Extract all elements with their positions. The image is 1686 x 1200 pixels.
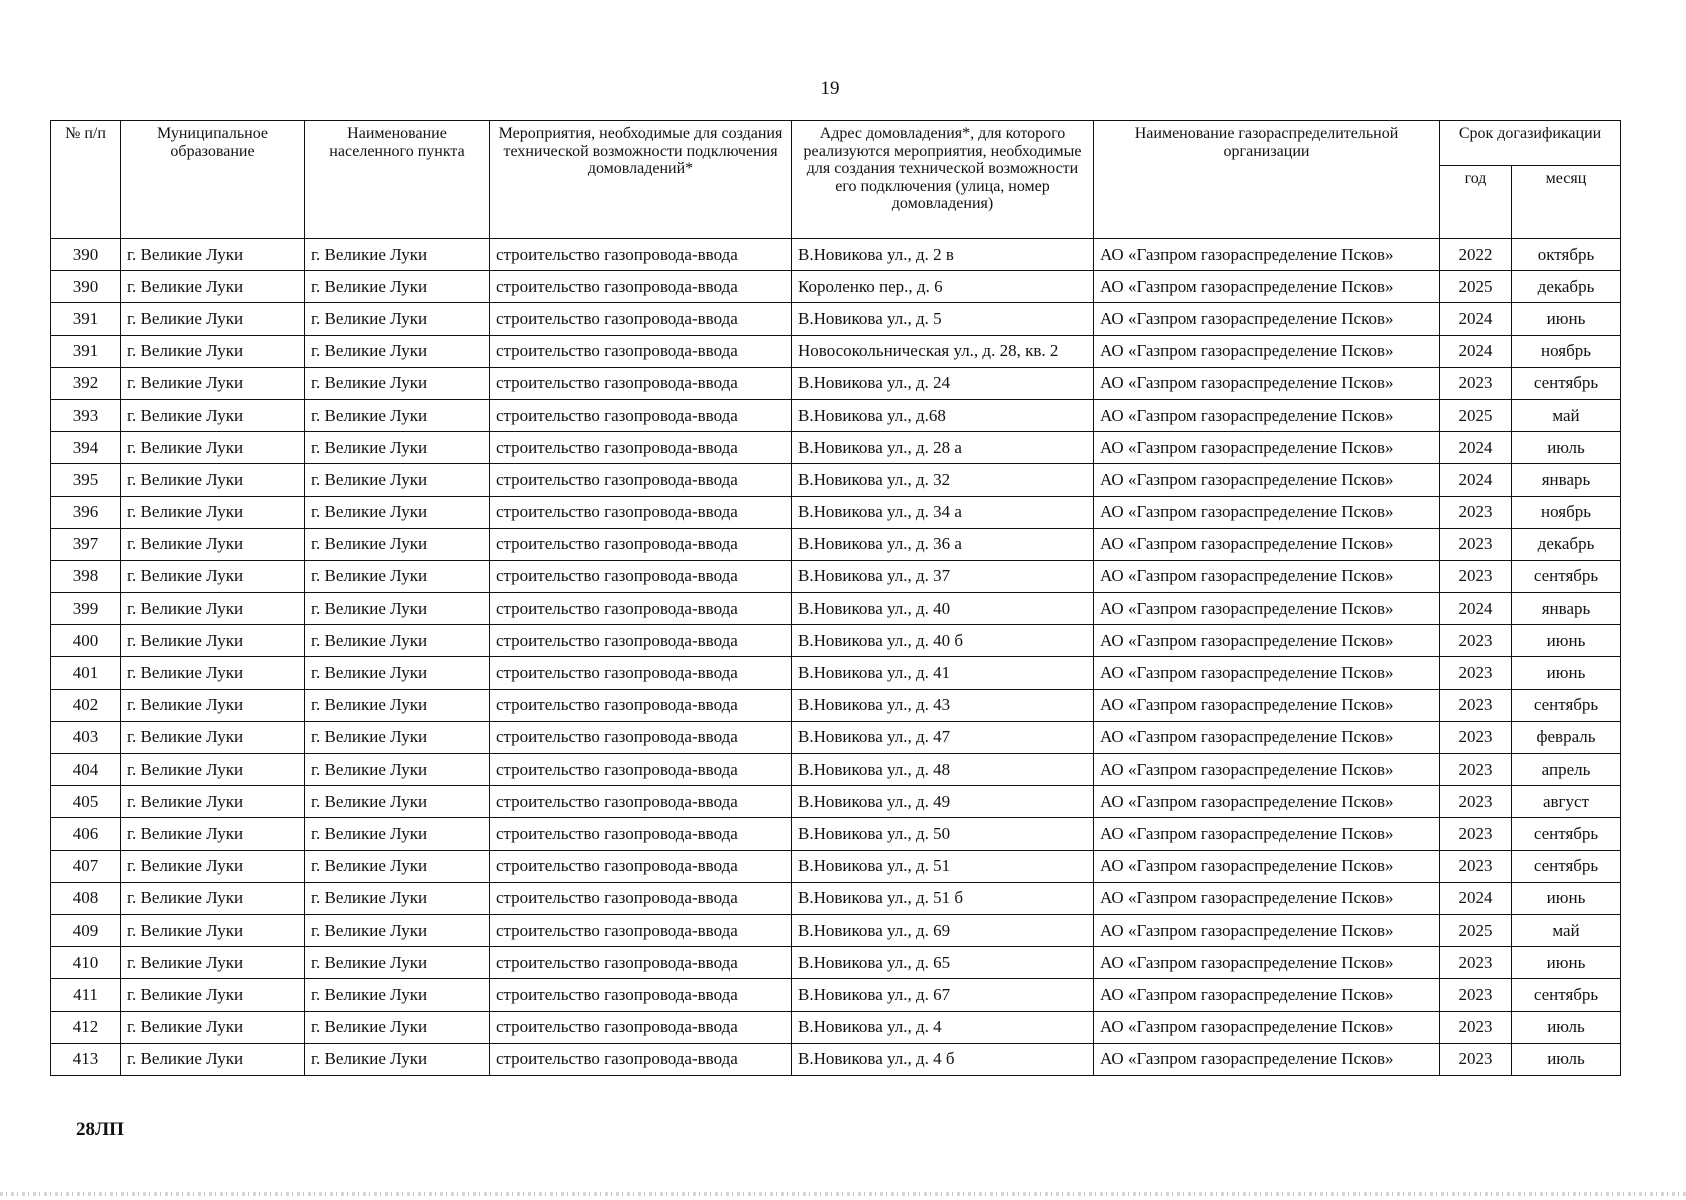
cell-year: 2023 [1440, 818, 1512, 850]
cell-address: В.Новикова ул., д. 36 а [792, 528, 1094, 560]
cell-measure: строительство газопровода-ввода [490, 432, 792, 464]
table-row [51, 850, 1621, 882]
cell-address: В.Новикова ул., д. 28 а [792, 432, 1094, 464]
cell-municipality: г. Великие Луки [121, 528, 305, 560]
cell-num: 412 [51, 1011, 121, 1043]
cell-municipality: г. Великие Луки [121, 335, 305, 367]
cell-municipality: г. Великие Луки [121, 689, 305, 721]
cell-organization: АО «Газпром газораспределение Псков» [1094, 1011, 1440, 1043]
table-row [51, 721, 1621, 753]
cell-measure: строительство газопровода-ввода [490, 850, 792, 882]
cell-address: В.Новикова ул., д. 69 [792, 914, 1094, 946]
cell-month: июнь [1512, 303, 1621, 335]
cell-settlement: г. Великие Луки [305, 593, 490, 625]
cell-settlement: г. Великие Луки [305, 271, 490, 303]
table-row [51, 625, 1621, 657]
cell-num: 410 [51, 947, 121, 979]
cell-organization: АО «Газпром газораспределение Псков» [1094, 432, 1440, 464]
cell-num: 390 [51, 271, 121, 303]
table-row [51, 593, 1621, 625]
cell-settlement: г. Великие Луки [305, 303, 490, 335]
table-row [51, 689, 1621, 721]
cell-organization: АО «Газпром газораспределение Псков» [1094, 528, 1440, 560]
cell-municipality: г. Великие Луки [121, 625, 305, 657]
cell-num: 401 [51, 657, 121, 689]
cell-address: В.Новикова ул., д. 43 [792, 689, 1094, 721]
cell-measure: строительство газопровода-ввода [490, 754, 792, 786]
cell-settlement: г. Великие Луки [305, 689, 490, 721]
table-row [51, 786, 1621, 818]
cell-measure: строительство газопровода-ввода [490, 914, 792, 946]
cell-month: сентябрь [1512, 689, 1621, 721]
cell-address: В.Новикова ул., д. 48 [792, 754, 1094, 786]
cell-municipality: г. Великие Луки [121, 979, 305, 1011]
cell-settlement: г. Великие Луки [305, 850, 490, 882]
cell-address: В.Новикова ул., д. 65 [792, 947, 1094, 979]
cell-measure: строительство газопровода-ввода [490, 239, 792, 271]
table-row [51, 754, 1621, 786]
cell-measure: строительство газопровода-ввода [490, 947, 792, 979]
cell-organization: АО «Газпром газораспределение Псков» [1094, 818, 1440, 850]
cell-year: 2023 [1440, 625, 1512, 657]
table-row [51, 367, 1621, 399]
cell-organization: АО «Газпром газораспределение Псков» [1094, 239, 1440, 271]
cell-settlement: г. Великие Луки [305, 947, 490, 979]
cell-month: сентябрь [1512, 367, 1621, 399]
cell-organization: АО «Газпром газораспределение Псков» [1094, 657, 1440, 689]
cell-measure: строительство газопровода-ввода [490, 882, 792, 914]
cell-year: 2024 [1440, 335, 1512, 367]
cell-municipality: г. Великие Луки [121, 850, 305, 882]
footer-code: 28ЛП [76, 1119, 124, 1140]
cell-num: 405 [51, 786, 121, 818]
gasification-table [50, 120, 1621, 1076]
cell-settlement: г. Великие Луки [305, 528, 490, 560]
cell-year: 2024 [1440, 303, 1512, 335]
cell-organization: АО «Газпром газораспределение Псков» [1094, 464, 1440, 496]
header-address: Адрес домовладения*, для которого реализуются мероприятия, необходимые для создания технической возможности его подключения (улица, номер домовладения) [792, 121, 1094, 239]
header-measures: Мероприятия, необходимые для создания технической возможности подключения домовладений* [490, 121, 792, 239]
cell-settlement: г. Великие Луки [305, 399, 490, 431]
cell-year: 2023 [1440, 496, 1512, 528]
cell-year: 2023 [1440, 1043, 1512, 1075]
cell-settlement: г. Великие Луки [305, 754, 490, 786]
cell-address: Короленко пер., д. 6 [792, 271, 1094, 303]
header-municipality: Муниципальное образование [121, 121, 305, 239]
cell-municipality: г. Великие Луки [121, 1043, 305, 1075]
cell-organization: АО «Газпром газораспределение Псков» [1094, 335, 1440, 367]
cell-month: июль [1512, 1011, 1621, 1043]
cell-year: 2023 [1440, 1011, 1512, 1043]
cell-month: январь [1512, 593, 1621, 625]
cell-month: июнь [1512, 947, 1621, 979]
cell-address: В.Новикова ул., д. 4 [792, 1011, 1094, 1043]
cell-num: 407 [51, 850, 121, 882]
cell-address: В.Новикова ул., д. 4 б [792, 1043, 1094, 1075]
cell-organization: АО «Газпром газораспределение Псков» [1094, 625, 1440, 657]
cell-month: декабрь [1512, 271, 1621, 303]
cell-num: 400 [51, 625, 121, 657]
cell-organization: АО «Газпром газораспределение Псков» [1094, 367, 1440, 399]
cell-num: 399 [51, 593, 121, 625]
scan-edge-decoration [0, 1192, 1686, 1196]
cell-settlement: г. Великие Луки [305, 1043, 490, 1075]
cell-num: 406 [51, 818, 121, 850]
cell-num: 395 [51, 464, 121, 496]
cell-measure: строительство газопровода-ввода [490, 721, 792, 753]
header-organization: Наименование газораспределительной организации [1094, 121, 1440, 239]
header-year: год [1440, 166, 1512, 239]
table-row [51, 399, 1621, 431]
cell-address: В.Новикова ул., д. 50 [792, 818, 1094, 850]
cell-year: 2024 [1440, 882, 1512, 914]
cell-address: В.Новикова ул., д. 5 [792, 303, 1094, 335]
cell-measure: строительство газопровода-ввода [490, 979, 792, 1011]
cell-settlement: г. Великие Луки [305, 625, 490, 657]
cell-address: В.Новикова ул., д. 24 [792, 367, 1094, 399]
cell-organization: АО «Газпром газораспределение Псков» [1094, 271, 1440, 303]
cell-year: 2023 [1440, 850, 1512, 882]
header-deadline: Срок догазификации [1440, 121, 1621, 166]
cell-settlement: г. Великие Луки [305, 496, 490, 528]
cell-month: июнь [1512, 657, 1621, 689]
cell-settlement: г. Великие Луки [305, 432, 490, 464]
table-header [51, 121, 1621, 239]
page-number: 19 [820, 78, 840, 99]
table-row [51, 657, 1621, 689]
cell-measure: строительство газопровода-ввода [490, 689, 792, 721]
table-row [51, 1043, 1621, 1075]
cell-year: 2022 [1440, 239, 1512, 271]
cell-address: В.Новикова ул., д. 49 [792, 786, 1094, 818]
cell-municipality: г. Великие Луки [121, 239, 305, 271]
cell-num: 402 [51, 689, 121, 721]
cell-address: В.Новикова ул., д. 47 [792, 721, 1094, 753]
cell-organization: АО «Газпром газораспределение Псков» [1094, 303, 1440, 335]
cell-measure: строительство газопровода-ввода [490, 786, 792, 818]
cell-address: Новосокольническая ул., д. 28, кв. 2 [792, 335, 1094, 367]
cell-year: 2025 [1440, 271, 1512, 303]
cell-organization: АО «Газпром газораспределение Псков» [1094, 754, 1440, 786]
cell-settlement: г. Великие Луки [305, 786, 490, 818]
cell-municipality: г. Великие Луки [121, 560, 305, 592]
cell-year: 2023 [1440, 367, 1512, 399]
cell-num: 404 [51, 754, 121, 786]
cell-month: август [1512, 786, 1621, 818]
cell-address: В.Новикова ул., д. 51 [792, 850, 1094, 882]
cell-address: В.Новикова ул., д. 32 [792, 464, 1094, 496]
cell-organization: АО «Газпром газораспределение Псков» [1094, 1043, 1440, 1075]
cell-year: 2023 [1440, 786, 1512, 818]
cell-month: май [1512, 399, 1621, 431]
cell-address: В.Новикова ул., д.68 [792, 399, 1094, 431]
cell-municipality: г. Великие Луки [121, 303, 305, 335]
table-row [51, 560, 1621, 592]
cell-measure: строительство газопровода-ввода [490, 818, 792, 850]
cell-measure: строительство газопровода-ввода [490, 271, 792, 303]
cell-settlement: г. Великие Луки [305, 560, 490, 592]
cell-measure: строительство газопровода-ввода [490, 1011, 792, 1043]
cell-year: 2024 [1440, 464, 1512, 496]
cell-num: 409 [51, 914, 121, 946]
cell-settlement: г. Великие Луки [305, 657, 490, 689]
cell-measure: строительство газопровода-ввода [490, 496, 792, 528]
cell-month: июль [1512, 432, 1621, 464]
cell-month: ноябрь [1512, 496, 1621, 528]
cell-num: 408 [51, 882, 121, 914]
cell-organization: АО «Газпром газораспределение Псков» [1094, 593, 1440, 625]
cell-measure: строительство газопровода-ввода [490, 657, 792, 689]
cell-municipality: г. Великие Луки [121, 947, 305, 979]
cell-address: В.Новикова ул., д. 34 а [792, 496, 1094, 528]
cell-year: 2023 [1440, 657, 1512, 689]
cell-address: В.Новикова ул., д. 40 [792, 593, 1094, 625]
cell-municipality: г. Великие Луки [121, 657, 305, 689]
cell-month: октябрь [1512, 239, 1621, 271]
cell-month: апрель [1512, 754, 1621, 786]
cell-measure: строительство газопровода-ввода [490, 303, 792, 335]
cell-municipality: г. Великие Луки [121, 464, 305, 496]
cell-address: В.Новикова ул., д. 37 [792, 560, 1094, 592]
cell-num: 398 [51, 560, 121, 592]
cell-month: декабрь [1512, 528, 1621, 560]
cell-address: В.Новикова ул., д. 67 [792, 979, 1094, 1011]
cell-month: февраль [1512, 721, 1621, 753]
cell-settlement: г. Великие Луки [305, 464, 490, 496]
cell-year: 2023 [1440, 721, 1512, 753]
cell-municipality: г. Великие Луки [121, 432, 305, 464]
cell-municipality: г. Великие Луки [121, 593, 305, 625]
cell-address: В.Новикова ул., д. 40 б [792, 625, 1094, 657]
cell-month: июнь [1512, 625, 1621, 657]
cell-year: 2025 [1440, 914, 1512, 946]
cell-organization: АО «Газпром газораспределение Псков» [1094, 979, 1440, 1011]
cell-settlement: г. Великие Луки [305, 721, 490, 753]
cell-measure: строительство газопровода-ввода [490, 464, 792, 496]
cell-measure: строительство газопровода-ввода [490, 367, 792, 399]
cell-num: 403 [51, 721, 121, 753]
cell-year: 2023 [1440, 528, 1512, 560]
table-row [51, 882, 1621, 914]
cell-measure: строительство газопровода-ввода [490, 560, 792, 592]
cell-year: 2024 [1440, 432, 1512, 464]
cell-municipality: г. Великие Луки [121, 271, 305, 303]
cell-organization: АО «Газпром газораспределение Псков» [1094, 882, 1440, 914]
cell-num: 394 [51, 432, 121, 464]
cell-num: 411 [51, 979, 121, 1011]
cell-month: сентябрь [1512, 979, 1621, 1011]
cell-month: сентябрь [1512, 818, 1621, 850]
cell-year: 2023 [1440, 689, 1512, 721]
cell-municipality: г. Великие Луки [121, 1011, 305, 1043]
cell-address: В.Новикова ул., д. 41 [792, 657, 1094, 689]
table-row [51, 914, 1621, 946]
cell-measure: строительство газопровода-ввода [490, 1043, 792, 1075]
cell-month: ноябрь [1512, 335, 1621, 367]
table-row [51, 528, 1621, 560]
header-settlement: Наименование населенного пункта [305, 121, 490, 239]
cell-municipality: г. Великие Луки [121, 914, 305, 946]
header-month: месяц [1512, 166, 1621, 239]
table-row [51, 1011, 1621, 1043]
cell-settlement: г. Великие Луки [305, 367, 490, 399]
cell-measure: строительство газопровода-ввода [490, 625, 792, 657]
header-num: № п/п [51, 121, 121, 239]
cell-settlement: г. Великие Луки [305, 239, 490, 271]
cell-municipality: г. Великие Луки [121, 786, 305, 818]
cell-measure: строительство газопровода-ввода [490, 593, 792, 625]
cell-organization: АО «Газпром газораспределение Псков» [1094, 786, 1440, 818]
cell-municipality: г. Великие Луки [121, 882, 305, 914]
cell-measure: строительство газопровода-ввода [490, 335, 792, 367]
cell-municipality: г. Великие Луки [121, 496, 305, 528]
cell-year: 2023 [1440, 560, 1512, 592]
cell-measure: строительство газопровода-ввода [490, 399, 792, 431]
table-row [51, 335, 1621, 367]
cell-settlement: г. Великие Луки [305, 914, 490, 946]
cell-organization: АО «Газпром газораспределение Псков» [1094, 689, 1440, 721]
cell-num: 396 [51, 496, 121, 528]
cell-num: 393 [51, 399, 121, 431]
cell-organization: АО «Газпром газораспределение Псков» [1094, 496, 1440, 528]
cell-address: В.Новикова ул., д. 51 б [792, 882, 1094, 914]
cell-municipality: г. Великие Луки [121, 818, 305, 850]
cell-municipality: г. Великие Луки [121, 367, 305, 399]
cell-organization: АО «Газпром газораспределение Псков» [1094, 850, 1440, 882]
table-row [51, 464, 1621, 496]
table-row [51, 818, 1621, 850]
cell-organization: АО «Газпром газораспределение Псков» [1094, 947, 1440, 979]
cell-measure: строительство газопровода-ввода [490, 528, 792, 560]
cell-settlement: г. Великие Луки [305, 818, 490, 850]
cell-num: 397 [51, 528, 121, 560]
table-body [51, 239, 1621, 1076]
table-row [51, 271, 1621, 303]
cell-month: сентябрь [1512, 560, 1621, 592]
cell-organization: АО «Газпром газораспределение Псков» [1094, 914, 1440, 946]
cell-year: 2023 [1440, 979, 1512, 1011]
cell-organization: АО «Газпром газораспределение Псков» [1094, 721, 1440, 753]
cell-num: 391 [51, 303, 121, 335]
cell-num: 392 [51, 367, 121, 399]
table-row [51, 979, 1621, 1011]
table-row [51, 947, 1621, 979]
cell-organization: АО «Газпром газораспределение Псков» [1094, 399, 1440, 431]
table-row [51, 496, 1621, 528]
cell-municipality: г. Великие Луки [121, 721, 305, 753]
cell-address: В.Новикова ул., д. 2 в [792, 239, 1094, 271]
cell-settlement: г. Великие Луки [305, 979, 490, 1011]
table-row [51, 303, 1621, 335]
cell-month: май [1512, 914, 1621, 946]
cell-month: сентябрь [1512, 850, 1621, 882]
cell-organization: АО «Газпром газораспределение Псков» [1094, 560, 1440, 592]
cell-num: 391 [51, 335, 121, 367]
cell-month: январь [1512, 464, 1621, 496]
cell-month: июль [1512, 1043, 1621, 1075]
cell-year: 2023 [1440, 947, 1512, 979]
cell-settlement: г. Великие Луки [305, 882, 490, 914]
cell-municipality: г. Великие Луки [121, 399, 305, 431]
cell-num: 413 [51, 1043, 121, 1075]
cell-year: 2023 [1440, 754, 1512, 786]
table-row [51, 432, 1621, 464]
cell-year: 2024 [1440, 593, 1512, 625]
cell-year: 2025 [1440, 399, 1512, 431]
cell-month: июнь [1512, 882, 1621, 914]
cell-settlement: г. Великие Луки [305, 335, 490, 367]
cell-municipality: г. Великие Луки [121, 754, 305, 786]
table-row [51, 239, 1621, 271]
cell-settlement: г. Великие Луки [305, 1011, 490, 1043]
cell-num: 390 [51, 239, 121, 271]
